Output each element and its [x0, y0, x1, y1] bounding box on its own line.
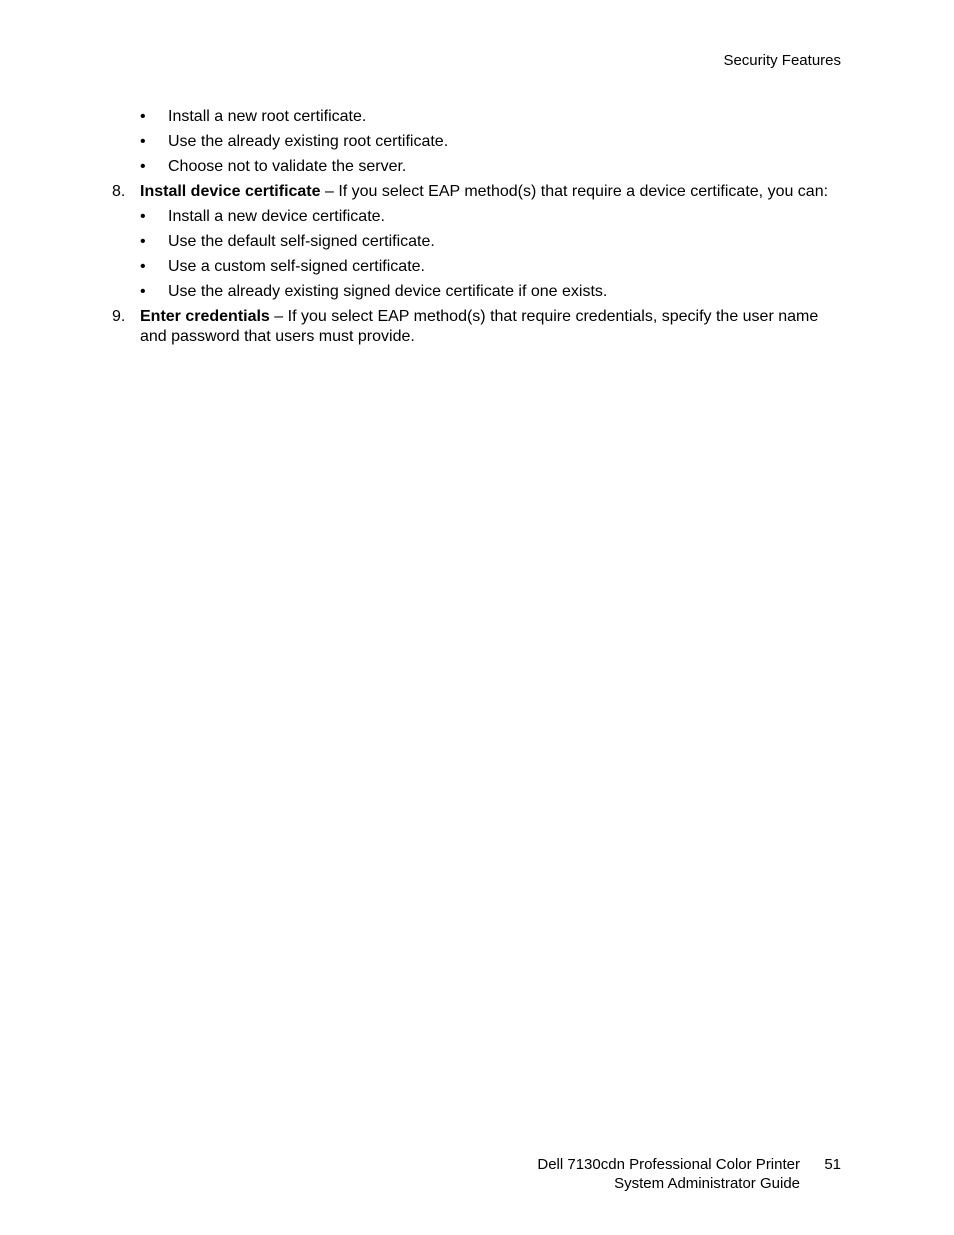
step-term: Enter credentials — [140, 308, 270, 325]
root-cert-options-list — [0, 106, 954, 181]
step-enter-credentials — [0, 306, 954, 351]
list-item-text: Install a new device certificate. — [168, 208, 385, 225]
list-item — [0, 206, 954, 231]
footer-product-name: Dell 7130cdn Professional Color Printer — [537, 1156, 800, 1173]
step-text: – If you select EAP method(s) that require credentials, specify the user name and password that users must provide. — [140, 308, 819, 345]
list-item — [0, 106, 954, 131]
step-number: 8. — [112, 183, 126, 200]
step-install-device-certificate — [0, 181, 954, 206]
list-item-text: Choose not to validate the server. — [168, 158, 407, 175]
list-item-text: Use the default self-signed certificate. — [168, 233, 435, 250]
step-term: Install device certificate — [140, 183, 321, 200]
list-item-text: Use the already existing signed device certificate if one exists. — [168, 283, 608, 300]
list-item — [0, 256, 954, 281]
bullet-icon: • — [140, 108, 146, 125]
list-item — [0, 281, 954, 306]
bullet-icon: • — [140, 283, 146, 300]
list-item — [0, 231, 954, 256]
bullet-icon: • — [140, 208, 146, 225]
device-cert-options-list — [0, 206, 954, 306]
bullet-icon: • — [140, 258, 146, 275]
running-header — [723, 52, 841, 70]
bullet-icon: • — [140, 133, 146, 150]
list-item — [0, 131, 954, 156]
list-item-text: Use a custom self-signed certificate. — [168, 258, 425, 275]
list-item — [0, 156, 954, 181]
list-item-text: Use the already existing root certificate. — [168, 133, 449, 150]
list-item-text: Install a new root certificate. — [168, 108, 367, 125]
step-text: – If you select EAP method(s) that require a device certificate, you can: — [320, 183, 829, 200]
footer-guide-title: System Administrator Guide — [614, 1175, 800, 1192]
step-number: 9. — [112, 308, 126, 325]
footer-guide-info — [537, 1155, 800, 1193]
section-title: Security Features — [723, 52, 841, 69]
page-number: 51 — [824, 1156, 841, 1173]
bullet-icon: • — [140, 158, 146, 175]
bullet-icon: • — [140, 233, 146, 250]
page-content — [0, 106, 954, 351]
